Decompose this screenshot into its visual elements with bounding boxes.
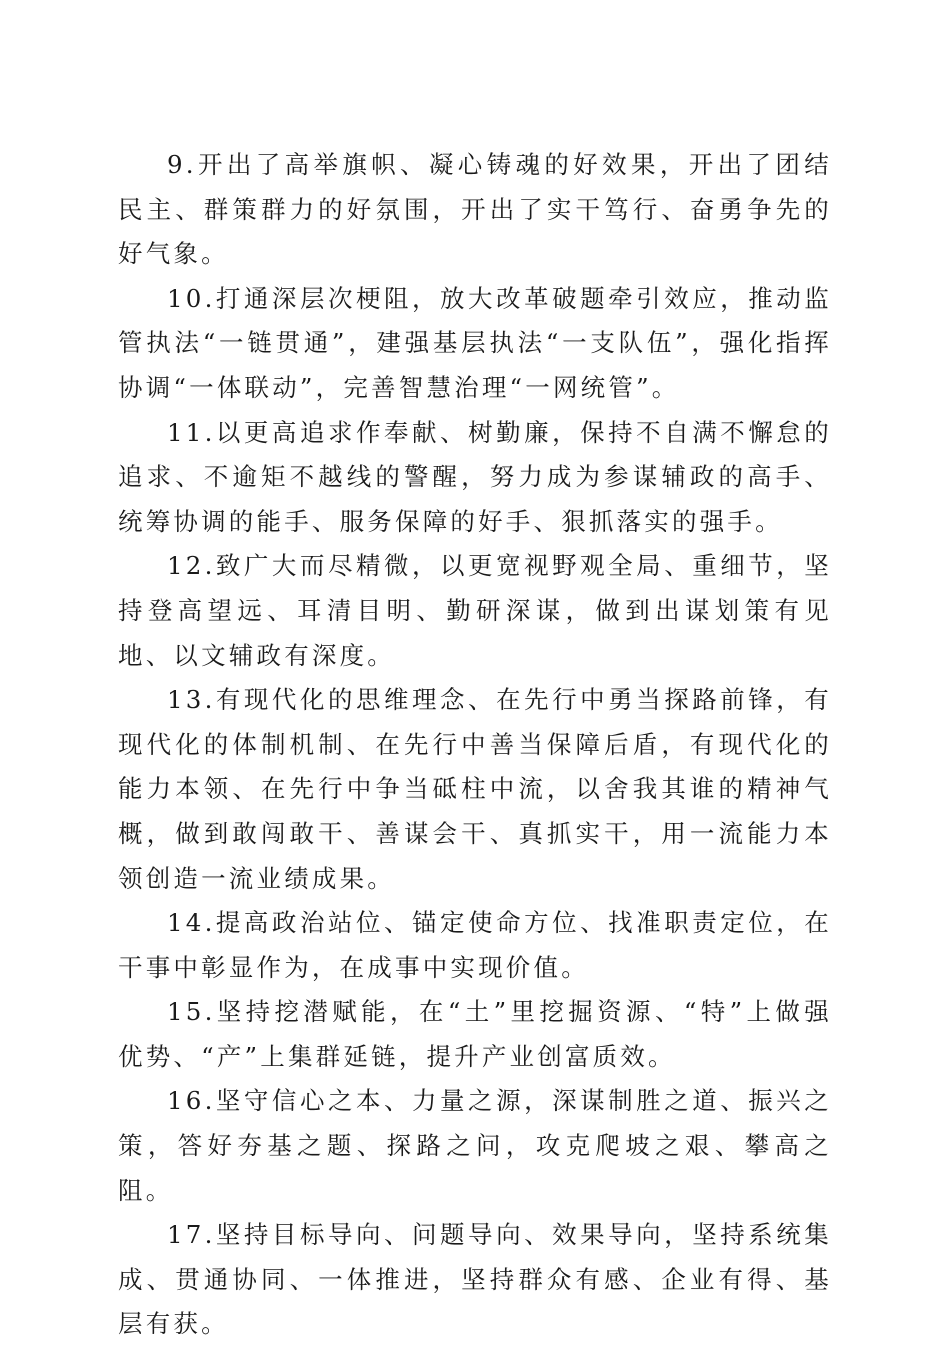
paragraph-item-12: 12.致广大而尽精微，以更宽视野观全局、重细节，坚持登高望远、耳清目明、勤研深谋，做到出谋划策有见地、以文辅政有深度。 xyxy=(118,551,832,670)
document-body xyxy=(118,143,832,1347)
paragraph-item-13: 13.有现代化的思维理念、在先行中勇当探路前锋，有现代化的体制机制、在先行中善当保障后盾，有现代化的能力本领、在先行中争当砥柱中流，以舍我其谁的精神气概，做到敢闯敢干、善谋会干、真抓实干，用一流能力本领创造一流业绩成果。 xyxy=(118,685,832,893)
paragraph-item-17: 17.坚持目标导向、问题导向、效果导向，坚持系统集成、贯通协同、一体推进，坚持群众有感、企业有得、基层有获。 xyxy=(118,1220,832,1339)
paragraph-item-10: 10.打通深层次梗阻，放大改革破题牵引效应，推动监管执法“一链贯通”，建强基层执法“一支队伍”，强化指挥协调“一体联动”，完善智慧治理“一网统管”。 xyxy=(118,283,832,402)
paragraph-item-11: 11.以更高追求作奉献、树勤廉，保持不自满不懈怠的追求、不逾矩不越线的警醒，努力成为参谋辅政的高手、统筹协调的能手、服务保障的好手、狠抓落实的强手。 xyxy=(118,417,832,536)
paragraph-item-14: 14.提高政治站位、锚定使命方位、找准职责定位，在干事中彰显作为，在成事中实现价值。 xyxy=(118,908,832,982)
paragraph-item-15: 15.坚持挖潜赋能，在“土”里挖掘资源、“特”上做强优势、“产”上集群延链，提升产业创富质效。 xyxy=(118,997,832,1071)
paragraph-item-9: 9.开出了高举旗帜、凝心铸魂的好效果，开出了团结民主、群策群力的好氛围，开出了实干笃行、奋勇争先的好气象。 xyxy=(118,150,832,269)
paragraph-item-16: 16.坚守信心之本、力量之源，深谋制胜之道、振兴之策，答好夯基之题、探路之问，攻克爬坡之艰、攀高之阻。 xyxy=(118,1086,832,1205)
